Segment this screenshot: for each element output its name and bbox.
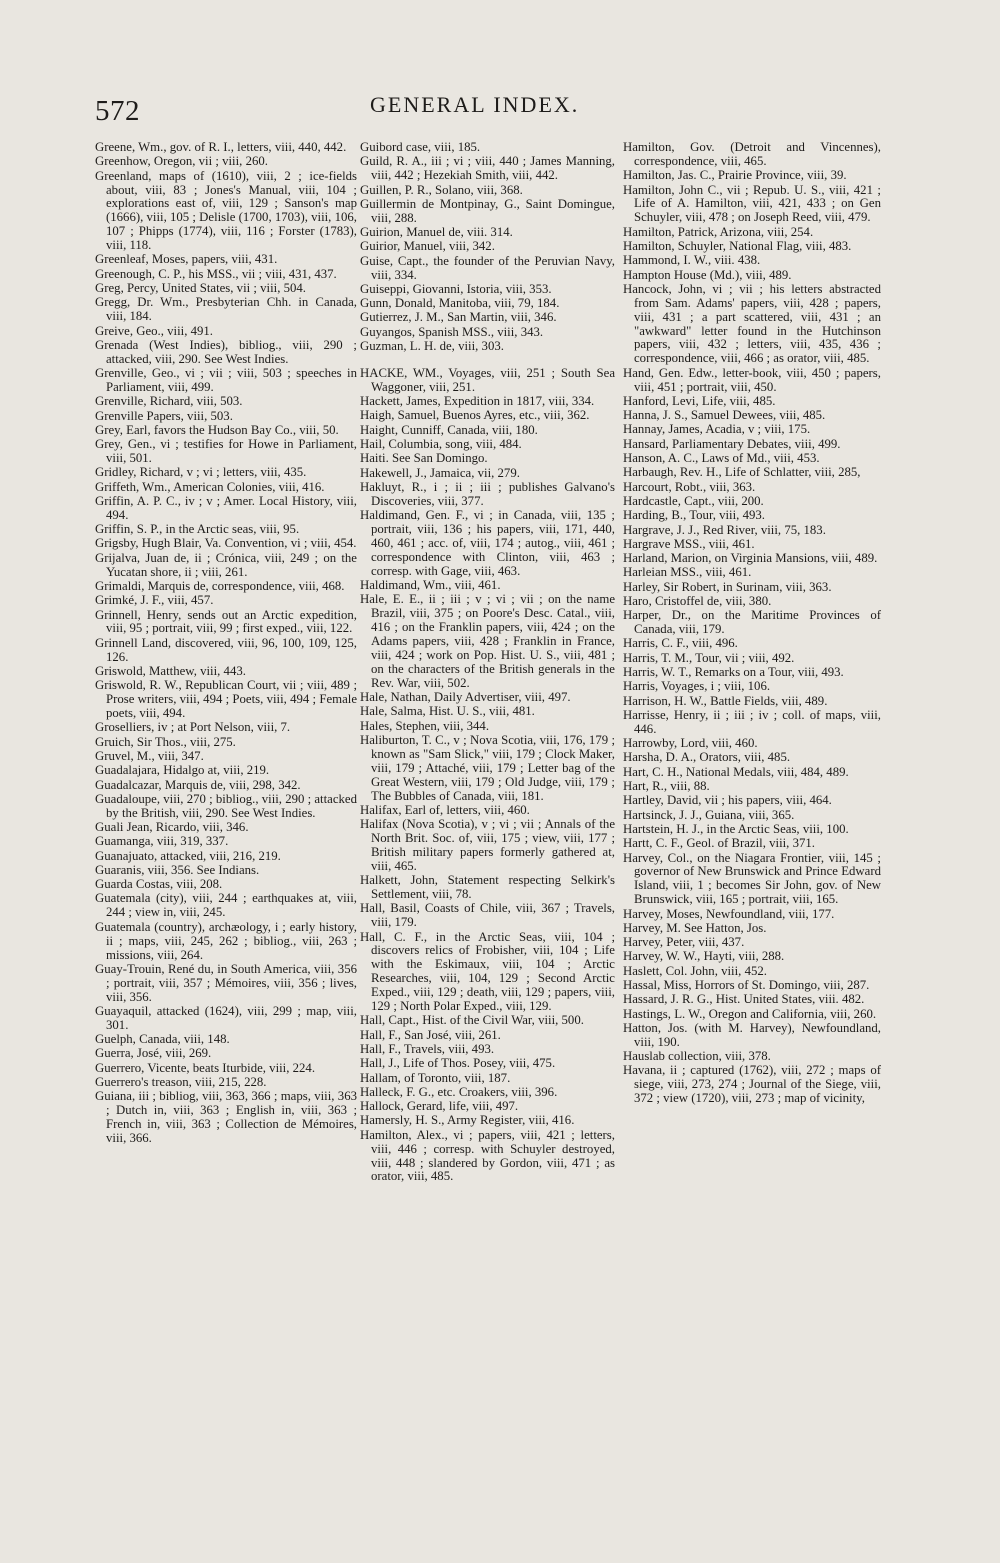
index-entry: Guatemala (country), archæology, i ; early history, ii ; maps, viii, 245, 262 ; bibliog., viii, 263 ; missions, viii, 264. [95,919,357,962]
index-entry: Hamilton, Alex., vi ; papers, viii, 421 ; letters, viii, 446 ; corresp. with Schuyler destroyed, viii, 448 ; slandered by Gordon, viii, 471 ; as orator, viii, 485. [360,1127,615,1184]
index-entry: Guerrero, Vicente, beats Iturbide, viii, 224. [95,1060,316,1075]
index-entry: Harsha, D. A., Orators, viii, 485. [623,750,791,765]
index-entry: Hall, J., Life of Thos. Posey, viii, 475. [360,1056,556,1071]
index-entry: Guillen, P. R., Solano, viii, 368. [360,182,523,197]
index-entry: Guerra, José, viii, 269. [95,1046,212,1061]
index-entry: Guillermin de Montpinay, G., Saint Domingue, viii, 288. [360,196,615,225]
index-entry: Harris, W. T., Remarks on a Tour, viii, 493. [623,665,844,680]
index-entry: Guaranis, viii, 356. See Indians. [95,862,260,877]
index-entry: Haro, Cristoffel de, viii, 380. [623,593,772,608]
index-entry: Hales, Stephen, viii, 344. [360,718,490,733]
index-entry: Guanajuato, attacked, viii, 216, 219. [95,848,281,863]
index-entry: Hakluyt, R., i ; ii ; iii ; publishes Galvano's Discoveries, viii, 377. [360,479,615,508]
index-entry: Guiseppi, Giovanni, Istoria, viii, 353. [360,281,552,296]
index-entry: Harding, B., Tour, viii, 493. [623,508,765,523]
index-entry: Guirior, Manuel, viii, 342. [360,239,495,254]
index-entry: Hamilton, Gov. (Detroit and Vincennes), correspondence, viii, 465. [623,140,881,168]
index-entry: HACKE, WM., Voyages, viii, 251 ; South Sea Waggoner, viii, 251. [360,365,615,394]
page-number: 572 [95,95,140,127]
index-entry: Gunn, Donald, Manitoba, viii, 79, 184. [360,296,560,311]
index-entry: Hargrave, J. J., Red River, viii, 75, 183. [623,522,826,537]
index-entry: Griffin, S. P., in the Arctic seas, viii, 95. [95,522,300,537]
index-entry: Hancock, John, vi ; vii ; his letters abstracted from Sam. Adams' papers, viii, 428 ; papers, viii, 431 ; a part scattered, viii, 431 ; an "awkward" letter found in the Hutchinson papers, viii, 432 ; letters, viii, 435, 436 ; correspondence, viii, 466 ; as orator, viii, 485. [623,281,881,366]
index-entry: Harrison, H. W., Battle Fields, viii, 489. [623,693,828,708]
index-entry: Grenville, Richard, viii, 503. [95,394,243,409]
index-entry: Grenville Papers, viii, 503. [95,408,233,423]
index-entry: Guadaloupe, viii, 270 ; bibliog., viii, 290 ; attacked by the British, viii, 290. See West Indies. [95,791,357,820]
index-entry: Guzman, L. H. de, viii, 303. [360,338,504,353]
index-entry: Guirion, Manuel de, viii. 314. [360,225,513,239]
index-entry: Hale, E. E., ii ; iii ; v ; vi ; vii ; on the name Brazil, viii, 375 ; on Poore's Desc. Catal., viii, 416 ; on the Franklin papers, viii, 424 ; on the Adams papers, viii, 428 ; Franklin in France, viii, 424 ; work on Pop. Hist. U. S., viii, 481 ; on the characters of the British generals in the Rev. War, viii, 502. [360,592,615,690]
index-entry: Hammond, I. W., viii. 438. [623,253,761,268]
index-entry: Greene, Wm., gov. of R. I., letters, viii, 440, 442. [95,140,347,154]
index-entry: Harbaugh, Rev. H., Life of Schlatter, viii, 285, [623,465,861,480]
index-entry: Guibord case, viii, 185. [360,140,481,154]
index-entry: Guise, Capt., the founder of the Peruvian Navy, viii, 334. [360,253,615,282]
index-entry: Harris, C. F., viii, 496. [623,636,738,651]
index-entry: Guelph, Canada, viii, 148. [95,1032,230,1047]
index-entry: Hall, F., Travels, viii, 493. [360,1041,495,1056]
index-entry: Hassard, J. R. G., Hist. United States, viii. 482. [623,992,865,1007]
index-entry: Hall, Capt., Hist. of the Civil War, viii, 500. [360,1013,584,1028]
index-entry: Gutierrez, J. M., San Martin, viii, 346. [360,310,557,325]
index-entry: Hanna, J. S., Samuel Dewees, viii, 485. [623,408,826,423]
index-entry: Grey, Earl, favors the Hudson Bay Co., viii, 50. [95,422,339,437]
index-entry: Guild, R. A., iii ; vi ; viii, 440 ; James Manning, viii, 442 ; Hezekiah Smith, viii, 442. [360,154,615,183]
index-entry: Hackett, James, Expedition in 1817, viii, 334. [360,394,595,409]
index-entry: Harley, Sir Robert, in Surinam, viii, 363. [623,579,832,594]
index-entry: Guatemala (city), viii, 244 ; earthquakes at, viii, 244 ; view in, viii, 245. [95,891,357,920]
index-entry: Guarda Costas, viii, 208. [95,877,223,892]
index-entry: Hakewell, J., Jamaica, vii, 279. [360,465,520,480]
index-entry: Guay-Trouin, René du, in South America, viii, 356 ; portrait, viii, 357 ; Mémoires, viii, 356 ; lives, viii, 356. [95,961,357,1004]
index-entry: Hallam, of Toronto, viii, 187. [360,1070,511,1085]
index-entry: Harland, Marion, on Virginia Mansions, viii, 489. [623,551,878,566]
index-entry: Griswold, R. W., Republican Court, vii ; viii, 489 ; Prose writers, viii, 494 ; Poets, viii, 494 ; Female poets, viii, 494. [95,678,357,721]
index-entry: Harris, T. M., Tour, vii ; viii, 492. [623,650,795,665]
index-entry: Hallock, Gerard, life, viii, 497. [360,1099,519,1114]
index-entry: Havana, ii ; captured (1762), viii, 272 ; maps of siege, viii, 273, 274 ; Journal of the Siege, viii, 372 ; view (1720), viii, 273 ; map of vicinity, [623,1063,881,1106]
index-entry: Hand, Gen. Edw., letter-book, viii, 450 ; papers, viii, 451 ; portrait, viii, 450. [623,365,881,394]
index-entry: Haigh, Samuel, Buenos Ayres, etc., viii, 362. [360,408,590,423]
index-entry: Haslett, Col. John, viii, 452. [623,963,767,978]
index-entry: Griffeth, Wm., American Colonies, viii, 416. [95,479,325,494]
index-entry: Haldimand, Gen. F., vi ; in Canada, viii, 135 ; portrait, viii, 136 ; his papers, viii, 171, 440, 460, 461 ; acc. of, viii, 174 ; autog., viii, 461 ; correspondence with Clinton, viii, 463 ; corresp. with Gage, viii, 463. [360,508,615,578]
index-entry: Harper, Dr., on the Maritime Provinces of Canada, viii, 179. [623,608,881,637]
index-entry: Harvey, Peter, viii, 437. [623,935,745,950]
index-entry: Greive, Geo., viii, 491. [95,323,213,338]
index-entry: Gruich, Sir Thos., viii, 275. [95,734,236,749]
index-entry: Grinnell, Henry, sends out an Arctic expedition, viii, 95 ; portrait, viii, 99 ; first exped., viii, 122. [95,607,357,636]
index-entry: Harvey, Col., on the Niagara Frontier, viii, 145 ; governor of New Brunswick and Prince Edward Island, viii, 1 ; becomes Sir John, gov. of New Brunswick, viii, 165 ; portrait, viii, 165. [623,850,881,907]
index-entry: Greenough, C. P., his MSS., vii ; viii, 431, 437. [95,266,337,281]
index-entry: Guiana, iii ; bibliog, viii, 363, 366 ; maps, viii, 363 ; Dutch in, viii, 363 ; English in, viii, 363 ; French in, viii, 363 ; Collection de Mémoires, viii, 366. [95,1089,357,1146]
index-entry: Greenland, maps of (1610), viii, 2 ; ice-fields about, viii, 83 ; Jones's Manual, viii, 104 ; explorations east of, viii, 129 ; Sanson's map (1666), viii, 105 ; Delisle (1700, 1703), viii, 106, 107 ; Phipps (1774), viii, 116 ; Forster (1783), viii, 118. [95,168,357,253]
index-entry: Halkett, John, Statement respecting Selkirk's Settlement, viii, 78. [360,873,615,902]
index-entry: Groselliers, iv ; at Port Nelson, viii, 7. [95,720,291,735]
index-entry: Haliburton, T. C., v ; Nova Scotia, viii, 176, 179 ; known as "Sam Slick," viii, 179 ; Clock Maker, viii, 179 ; Attaché, viii, 179 ; Letter bag of the Great Western, viii, 179 ; Old Judge, viii, 179 ; The Bubbles of Canada, viii, 181. [360,732,615,803]
index-entry: Grey, Gen., vi ; testifies for Howe in Parliament, viii, 501. [95,437,357,466]
index-entry: Harleian MSS., viii, 461. [623,565,752,580]
index-entry: Halifax (Nova Scotia), v ; vi ; vii ; Annals of the North Brit. Soc. of, viii, 175 ; view, viii, 177 ; British military papers formerly gathered at, viii, 465. [360,817,615,873]
index-entry: Grenville, Geo., vi ; vii ; viii, 503 ; speeches in Parliament, viii, 499. [95,366,357,394]
index-entry: Harris, Voyages, i ; viii, 106. [623,679,771,694]
index-entry: Hartt, C. F., Geol. of Brazil, viii, 371. [623,836,815,851]
index-entry: Hall, C. F., in the Arctic Seas, viii, 104 ; discovers relics of Frobisher, viii, 104 ; Life with the Eskimaux, viii, 104 ; Arctic Researches, viii, 104, 129 ; Second Arctic Exped., viii, 129 ; death, viii, 129 ; papers, viii, 129 ; North Polar Exped., viii, 129. [360,929,615,1014]
index-entry: Hauslab collection, viii, 378. [623,1049,771,1064]
index-entry: Harrowby, Lord, viii, 460. [623,736,758,751]
index-entry: Hall, F., San José, viii, 261. [360,1027,501,1042]
index-entry: Hale, Salma, Hist. U. S., viii, 481. [360,704,535,719]
index-entry: Guadalcazar, Marquis de, viii, 298, 342. [95,777,301,792]
index-entry: Hart, C. H., National Medals, viii, 484, 489. [623,764,849,779]
index-entry: Hartsinck, J. J., Guiana, viii, 365. [623,807,795,822]
index-entry: Hamilton, Patrick, Arizona, viii, 254. [623,224,814,239]
index-entry: Hatton, Jos. (with M. Harvey), Newfoundland, viii, 190. [623,1020,881,1049]
index-entry: Harvey, Moses, Newfoundland, viii, 177. [623,906,835,921]
index-entry: Grimaldi, Marquis de, correspondence, viii, 468. [95,578,345,593]
index-column-3 [623,141,881,1107]
index-entry: Guerrero's treason, viii, 215, 228. [95,1075,267,1089]
index-entry: Hamilton, Jas. C., Prairie Province, viii, 39. [623,168,847,183]
index-entry: Hale, Nathan, Daily Advertiser, viii, 497. [360,690,571,705]
index-entry: Guali Jean, Ricardo, viii, 346. [95,820,249,834]
index-entry: Hartley, David, vii ; his papers, viii, 464. [623,793,832,808]
index-entry: Guadalajara, Hidalgo at, viii, 219. [95,763,270,778]
index-entry: Gridley, Richard, v ; vi ; letters, viii, 435. [95,465,307,480]
index-entry: Grigsby, Hugh Blair, Va. Convention, vi ; viii, 454. [95,536,357,551]
index-entry: Grijalva, Juan de, ii ; Crónica, viii, 249 ; on the Yucatan shore, ii ; viii, 261. [95,550,357,579]
index-entry: Harcourt, Robt., viii, 363. [623,479,756,494]
index-entry: Gruvel, M., viii, 347. [95,748,204,763]
index-entry: Guamanga, viii, 319, 337. [95,834,229,849]
index-entry: Griswold, Matthew, viii, 443. [95,663,246,678]
index-entry: Greenhow, Oregon, vii ; viii, 260. [95,154,268,169]
index-entry: Hannay, James, Acadia, v ; viii, 175. [623,422,811,437]
index-entry: Haight, Cunniff, Canada, viii, 180. [360,422,538,437]
index-entry: Hall, Basil, Coasts of Chile, viii, 367 ; Travels, viii, 179. [360,901,615,930]
index-entry: Hamersly, H. S., Army Register, viii, 416. [360,1113,575,1128]
index-entry: Hardcastle, Capt., viii, 200. [623,493,764,508]
index-column-2 [360,141,615,1185]
page-title: GENERAL INDEX. [370,92,580,117]
index-entry: Griffin, A. P. C., iv ; v ; Amer. Local History, viii, 494. [95,493,357,522]
index-entry: Grimké, J. F., viii, 457. [95,593,214,608]
index-entry: Hamilton, John C., vii ; Repub. U. S., viii, 421 ; Life of A. Hamilton, viii, 421, 433 ; on Gen Schuyler, viii, 478 ; on Joseph Reed, viii, 479. [623,182,881,225]
index-entry: Guayaquil, attacked (1624), viii, 299 ; map, viii, 301. [95,1003,357,1032]
index-entry: Hansard, Parliamentary Debates, viii, 499. [623,436,841,451]
index-entry: Harvey, M. See Hatton, Jos. [623,920,767,935]
index-entry: Hanford, Levi, Life, viii, 485. [623,393,776,408]
index-entry: Gregg, Dr. Wm., Presbyterian Chh. in Canada, viii, 184. [95,295,357,324]
index-column-1 [95,141,357,1146]
index-entry: Grenada (West Indies), bibliog., viii, 290 ; attacked, viii, 290. See West Indies. [95,337,357,366]
index-entry: Hastings, L. W., Oregon and California, viii, 260. [623,1006,877,1021]
index-entry: Halleck, F. G., etc. Croakers, viii, 396. [360,1084,558,1099]
index-entry: Haldimand, Wm., viii, 461. [360,578,501,592]
index-entry: Hanson, A. C., Laws of Md., viii, 453. [623,451,820,466]
index-entry: Grinnell Land, discovered, viii, 96, 100, 109, 125, 126. [95,635,357,664]
index-entry: Haiti. See San Domingo. [360,451,488,466]
index-entry: Greenleaf, Moses, papers, viii, 431. [95,252,278,267]
index-entry: Guyangos, Spanish MSS., viii, 343. [360,324,544,339]
index-entry: Hart, R., viii, 88. [623,779,710,794]
index-entry: Halifax, Earl of, letters, viii, 460. [360,802,530,817]
index-entry: Hampton House (Md.), viii, 489. [623,267,792,282]
index-entry: Harvey, W. W., Hayti, viii, 288. [623,949,785,964]
index-entry: Hail, Columbia, song, viii, 484. [360,436,522,451]
index-entry: Hartstein, H. J., in the Arctic Seas, viii, 100. [623,821,849,836]
index-entry: Greg, Percy, United States, vii ; viii, 504. [95,281,306,296]
index-entry: Hassal, Miss, Horrors of St. Domingo, viii, 287. [623,978,870,993]
index-entry: Harrisse, Henry, ii ; iii ; iv ; coll. of maps, viii, 446. [623,707,881,736]
index-entry: Hargrave MSS., viii, 461. [623,536,755,551]
index-entry: Hamilton, Schuyler, National Flag, viii, 483. [623,238,852,253]
